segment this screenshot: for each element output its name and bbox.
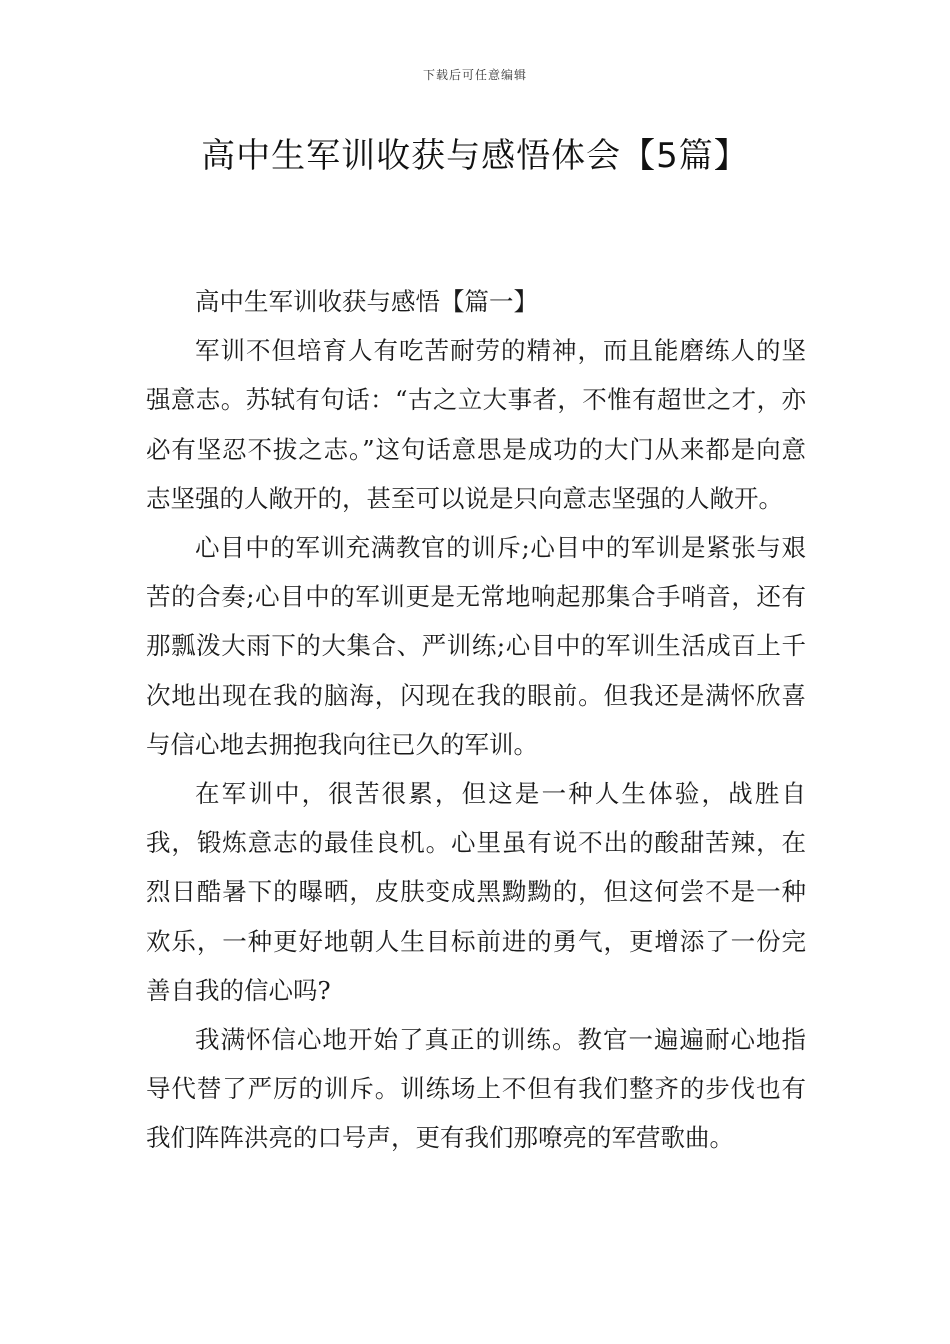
paragraph: 在军训中，很苦很累，但这是一种人生体验，战胜自我，锻炼意志的最佳良机。心里虽有说不出的酸甜苦辣，在烈日酷暑下的曝晒，皮肤变成黑黝黝的，但这何尝不是一种欢乐，一种更好地朝人生目标前进的勇气，更增添了一份完善自我的信心吗? [146,779,806,1005]
document-body [146,277,806,1163]
paragraph: 军训不但培育人有吃苦耐劳的精神，而且能磨练人的坚强意志。苏轼有句话：“古之立大事者，不惟有超世之才，亦必有坚忍不拔之志。”这句话意思是成功的大门从来都是向意志坚强的人敞开的，甚至可以说是只向意志坚强的人敞开。 [146,336,806,513]
paragraph: 我满怀信心地开始了真正的训练。教官一遍遍耐心地指导代替了严厉的训斥。训练场上不但有我们整齐的步伐也有我们阵阵洪亮的口号声，更有我们那嘹亮的军营歌曲。 [146,1025,806,1153]
paragraph: 心目中的军训充满教官的训斥;心目中的军训是紧张与艰苦的合奏;心目中的军训更是无常地响起那集合手哨音，还有那瓢泼大雨下的大集合、严训练;心目中的军训生活成百上千次地出现在我的脑海，闪现在我的眼前。但我还是满怀欣喜与信心地去拥抱我向往已久的军训。 [146,533,806,759]
section-heading: 高中生军训收获与感悟【篇一】 [195,287,538,316]
header-note: 下载后可任意编辑 [422,68,527,82]
document-title: 高中生军训收获与感悟体会【5篇】 [201,136,749,176]
